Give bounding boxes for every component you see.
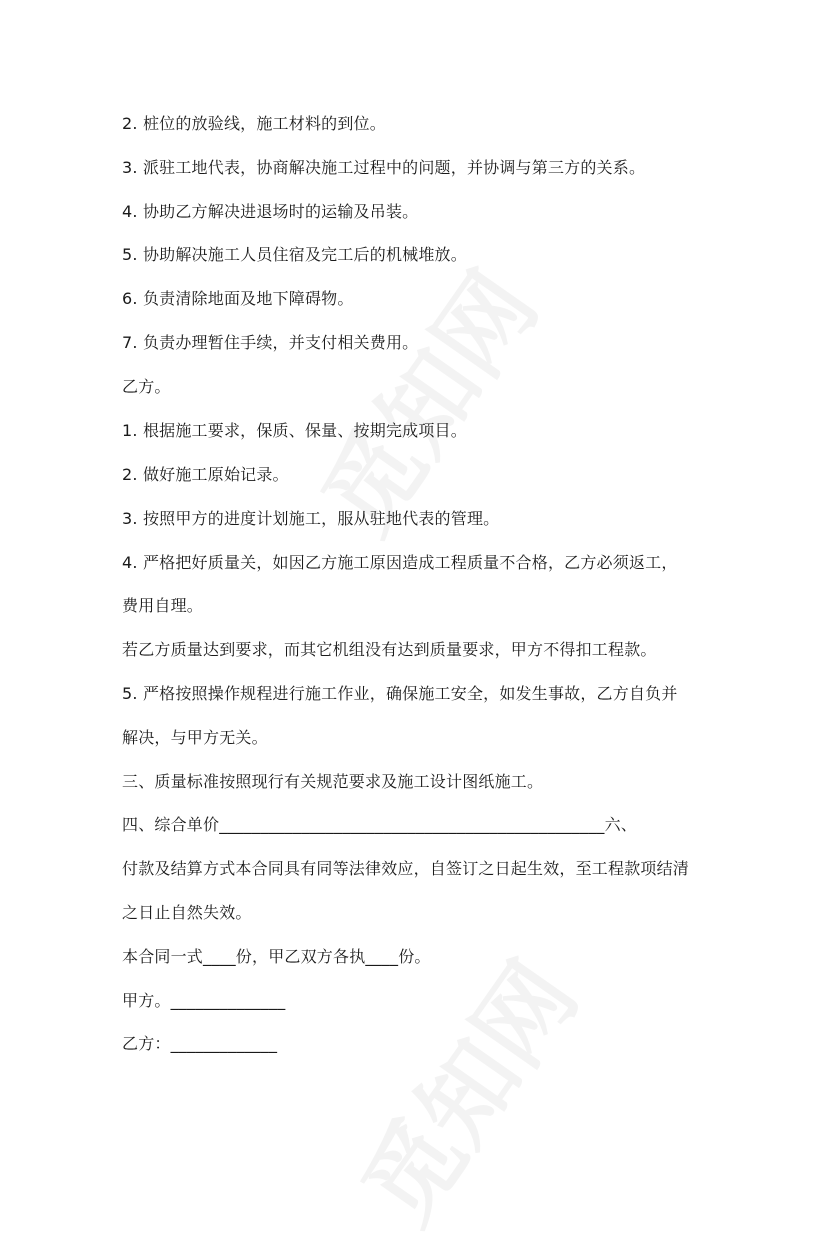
- text-line: 甲方。______________: [122, 991, 286, 1010]
- text-line: 4. 协助乙方解决进退场时的运输及吊装。: [122, 202, 419, 221]
- text-line: 付款及结算方式本合同具有同等法律效应，自签订之日起生效，至工程款项结清: [122, 859, 690, 878]
- text-line: 1. 根据施工要求，保质、保量、按期完成项目。: [122, 421, 467, 440]
- text-line: 7. 负责办理暂住手续，并支付相关费用。: [122, 333, 419, 352]
- text-line: 6. 负责清除地面及地下障碍物。: [122, 289, 354, 308]
- text-line: 之日止自然失效。: [122, 903, 252, 922]
- text-line: 2. 做好施工原始记录。: [122, 465, 289, 484]
- text-line: 3. 按照甲方的进度计划施工，服从驻地代表的管理。: [122, 509, 500, 528]
- text-line: 四、综合单价_______________________________________________六、: [122, 815, 638, 834]
- watermark: [325, 931, 602, 1245]
- text-line: 若乙方质量达到要求，而其它机组没有达到质量要求，甲方不得扣工程款。: [122, 640, 657, 659]
- text-line: 费用自理。: [122, 596, 204, 615]
- text-line: 4. 严格把好质量关，如因乙方施工原因造成工程质量不合格，乙方必须返工，: [122, 553, 678, 572]
- text-line: 三、质量标准按照现行有关规范要求及施工设计图纸施工。: [122, 772, 544, 791]
- text-line: 2. 桩位的放验线，施工材料的到位。: [122, 114, 386, 133]
- text-line: 3. 派驻工地代表，协商解决施工过程中的问题，并协调与第三方的关系。: [122, 158, 646, 177]
- text-line: 本合同一式____份，甲乙双方各执____份。: [122, 947, 431, 966]
- text-line: 解决，与甲方无关。: [122, 728, 268, 747]
- text-line: 5. 严格按照操作规程进行施工作业，确保施工安全，如发生事故，乙方自负并: [122, 684, 678, 703]
- text-line: 5. 协助解决施工人员住宿及完工后的机械堆放。: [122, 245, 467, 264]
- text-line: 乙方：_____________: [122, 1034, 278, 1053]
- text-line: 乙方。: [122, 377, 171, 396]
